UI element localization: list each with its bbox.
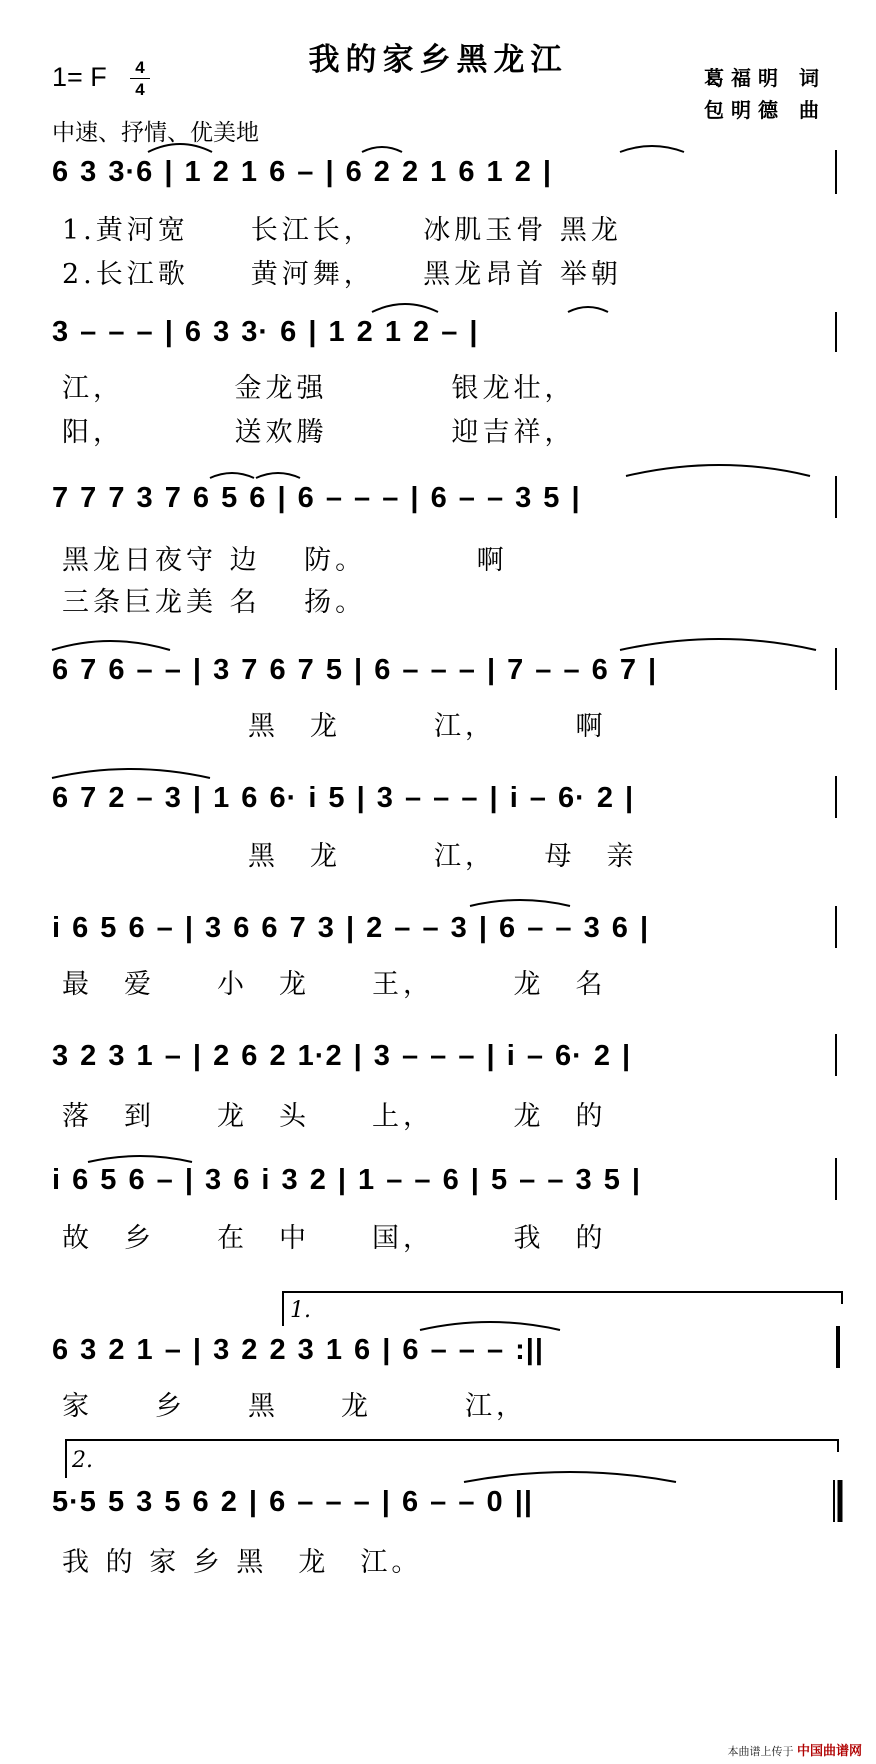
lyricist-credit: 葛福明 词 (704, 66, 826, 90)
source-footer (727, 1740, 862, 1759)
lyric-line-9: 家 乡 黑 龙 江， (62, 1391, 527, 1422)
lyric-line-3-verse-1: 黑龙日夜守 边 防。 啊 (62, 545, 508, 576)
notation-line-2: 3 – – – | 6 3 3· 6 | 1 2 1 2 – | (52, 316, 479, 348)
site-logo: 中国曲谱网 (796, 1744, 862, 1759)
notation-line-9: 6 3 2 1 – | 3 2 2 3 1 6 | 6 – – – :|| (52, 1334, 545, 1366)
tie-13 (88, 1156, 192, 1162)
tie-6 (210, 473, 254, 478)
time-signature (128, 58, 152, 99)
lyric-line-4: 黑 龙 江， 啊 (62, 711, 607, 742)
lyric-line-7: 落 到 龙 头 上， 龙 的 (62, 1101, 607, 1132)
lyric-line-8: 故 乡 在 中 国， 我 的 (62, 1223, 607, 1254)
notation-line-7: 3 2 3 1 – | 2 6 2 1·2 | 3 – – – | i – 6· 2 | (52, 1040, 632, 1072)
meter-top: 4 (135, 58, 145, 77)
tie-15 (464, 1472, 676, 1482)
second-ending-bracket (66, 1440, 838, 1478)
tie-5 (568, 307, 608, 312)
notation-line-10: 5·5 5 3 5 6 2 | 6 – – – | 6 – – 0 || (52, 1486, 533, 1518)
tie-3 (620, 146, 684, 152)
first-ending-label: 1. (290, 1298, 311, 1323)
lyric-line-2-verse-1: 江， 金龙强 银龙壮， (62, 373, 576, 404)
key-signature: 1= F (52, 62, 107, 92)
lyric-line-1-verse-1: 1.黄河宽 长江长， 冰肌玉骨 黑龙 (62, 215, 622, 246)
song-title: 我的家乡黑龙江 (308, 42, 568, 78)
notation-line-5: 6 7 2 – 3 | 1 6 6· i 5 | 3 – – – | i – 6· 2 | (52, 782, 635, 814)
tie-10 (620, 639, 816, 650)
notation-line-1: 6 3 3·6 | 1 2 1 6 – | 6 2 2 1 6 1 2 | (52, 156, 553, 188)
tie-14 (420, 1322, 560, 1330)
second-ending-label: 2. (72, 1448, 93, 1473)
notation-line-3: 7 7 7 3 7 6 5 6 | 6 – – – | 6 – – 3 5 | (52, 482, 581, 514)
notation-line-8: i 6 5 6 – | 3 6 i 3 2 | 1 – – 6 | 5 – – 3 5 | (52, 1164, 642, 1196)
tie-9 (52, 641, 170, 650)
lyric-line-2-verse-2: 阳， 送欢腾 迎吉祥， (62, 417, 576, 448)
tie-8 (626, 465, 810, 476)
footer-prefix: 本曲谱上传于 (727, 1745, 794, 1758)
meter-bottom: 4 (135, 80, 145, 99)
tie-12 (470, 900, 570, 906)
lyric-line-6: 最 爱 小 龙 王， 龙 名 (62, 969, 607, 1000)
lyric-line-1-verse-2: 2.长江歌 黄河舞， 黑龙昂首 举朝 (62, 259, 622, 290)
tempo-marking: 中速、抒情、优美地 (52, 120, 259, 146)
tie-4 (372, 304, 438, 312)
composer-credit: 包明德 曲 (704, 98, 826, 122)
tie-7 (256, 473, 300, 478)
notation-line-4: 6 7 6 – – | 3 7 6 7 5 | 6 – – – | 7 – – 6 7 | (52, 654, 658, 686)
lyric-line-3-verse-2: 三条巨龙美 名 扬。 (62, 587, 367, 618)
tie-11 (52, 769, 210, 778)
lyric-line-5: 黑 龙 江， 母 亲 (62, 841, 638, 872)
first-ending-bracket (283, 1292, 842, 1326)
tie-2 (362, 147, 402, 152)
lyric-line-10: 我 的 家 乡 黑 龙 江。 (62, 1547, 423, 1578)
notation-line-6: i 6 5 6 – | 3 6 6 7 3 | 2 – – 3 | 6 – – 3 6 | (52, 912, 650, 944)
